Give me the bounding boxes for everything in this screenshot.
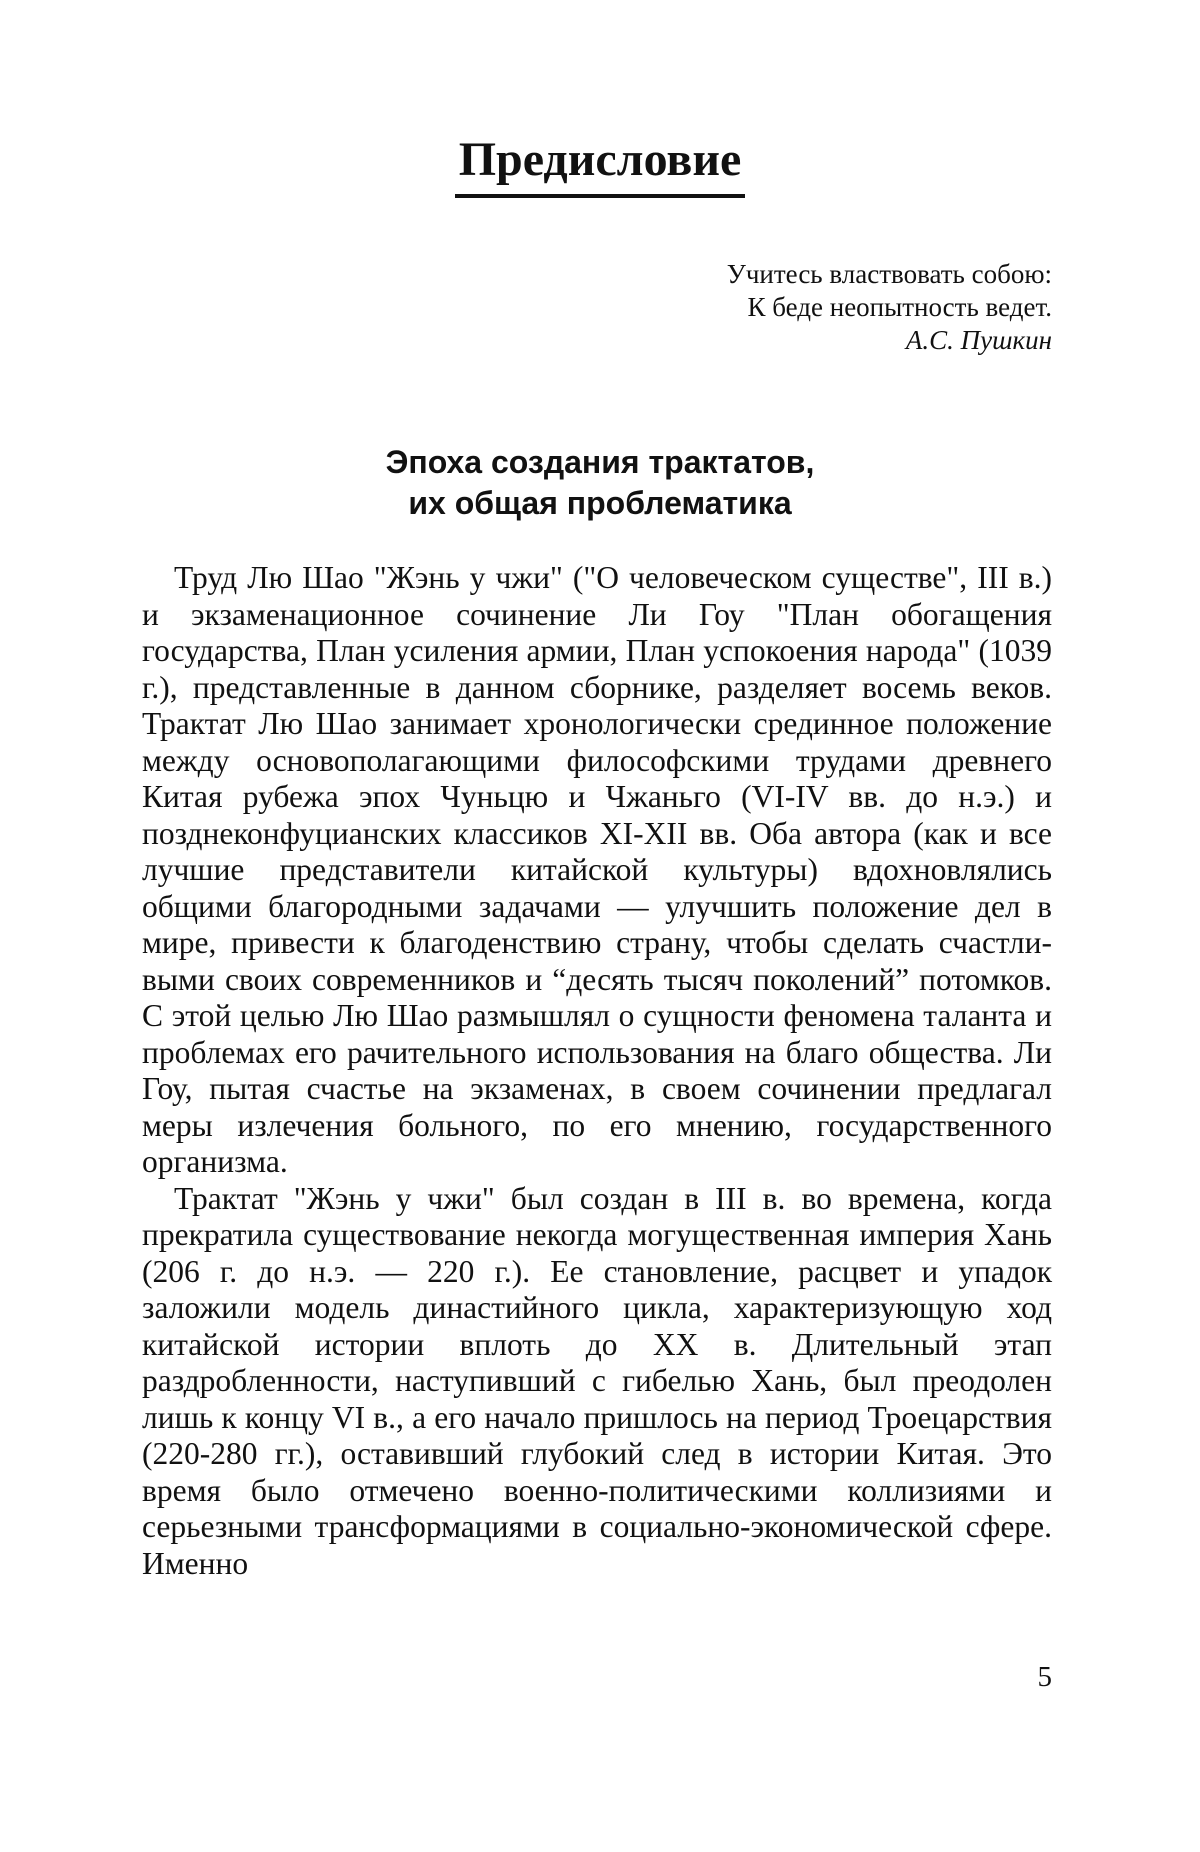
paragraph-1: Труд Лю Шао "Жэнь у чжи" ("О человеческом существе", III в.) и экзаменационное сочинение Ли Гоу "План обогащения государства, План усиления армии, План успокоения народа" (1039 г.), представленные в данном сборнике, разделяет восемь веков. Трактат Лю Шао занимает хронологически срединное положение между основополагающими философскими трудами древнего Китая рубежа эпох Чуньцю и Чжаньго (VI-IV вв. до н.э.) и позднеконфуцианских классиков XI-XII вв. Оба автора (как и все лучшие представители китайской культуры) вдохновлялись общими благородными задачами — улучшить положение дел в мире, привести к благоденствию страну, чтобы сделать счастливыми своих современников и “десять тысяч поколений” потомков. С этой целью Лю Шао размышлял о сущности феномена таланта и проблемах его рачительного использования на благо общества. Ли Гоу, пытая счастье на экзаменах, в своем сочинении предлагал меры излечения больного, по его мнению, государственного организма. [142, 560, 1052, 1179]
epigraph-line-2: К беде неопытность ведет. [747, 292, 1052, 322]
section-title [0, 442, 1200, 524]
section-title-line-1: Эпоха создания трактатов, [385, 444, 815, 480]
epigraph [727, 258, 1052, 357]
epigraph-author: А.С. Пушкин [905, 325, 1052, 355]
page-number: 5 [1037, 1661, 1052, 1693]
paragraph-2: Трактат "Жэнь у чжи" был создан в III в. во времена, когда прекратила существование некогда могущественная империя Хань (206 г. до н.э. — 220 г.). Ее становление, расцвет и упадок заложили модель династийного цикла, характеризующую ход китайской истории вплоть до XX в. Длительный этап раздробленности, наступивший с гибелью Хань, был преодолен лишь к концу VI в., а его начало пришлось на период Троецарствия (220-280 гг.), оставивший глубокий след в истории Китая. Это время было отмечено военно-политическими коллизиями и серьезными трансформациями в социально-экономической сфере. Именно [142, 1180, 1052, 1581]
body-text [142, 560, 1052, 1582]
chapter-title-text: Предисловие [455, 132, 746, 198]
chapter-title [0, 132, 1200, 198]
epigraph-line-1: Учитесь властвовать собою: [726, 259, 1052, 289]
section-title-line-2: их общая проблематика [408, 485, 792, 521]
